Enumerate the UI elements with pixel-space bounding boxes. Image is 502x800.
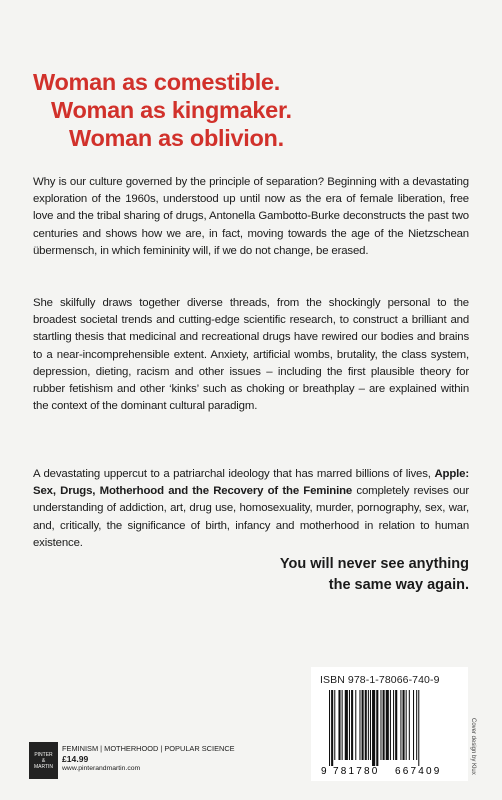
cover-credit: Cover design by Klux (470, 718, 476, 775)
blurb-paragraph-3-intro: A devastating uppercut to a patriarchal ideology that has marred billions of lives, (33, 468, 435, 480)
barcode-digits-group-1: 781780 (333, 766, 380, 776)
headline-line-1: Woman as comestible. (33, 69, 280, 95)
logo-line-1: PINTER (34, 751, 53, 758)
book-title: Apple: Sex, Drugs, Motherhood and the Recovery of the Feminine (33, 468, 469, 498)
barcode-icon (319, 690, 461, 776)
barcode-digits-group-2: 667409 (395, 766, 442, 776)
publisher-url: www.pinterandmartin.com (62, 765, 141, 772)
headline (33, 68, 473, 152)
barcode-digit-first: 9 (321, 766, 327, 776)
headline-line-3: Woman as oblivion. (69, 125, 284, 151)
blurb-paragraph-2: She skilfully draws together diverse threads, from the shockingly personal to the broadest societal trends and cutting-edge scientific research, to construct a brilliant and startling thesis that medicinal and recreational drugs have rewired our bodies and brains to a near-incomprehensible extent. Anxiety, artificial wombs, brutality, the class system, depression, dieting, racism and other issues – including the first plausible theory for rubber fetishism and other ‘kinks’ such as choking or breathplay – are explained within the context of the dominant cultural paradigm. (33, 297, 469, 413)
blurb-paragraph-3-rest: completely revises our understanding of addiction, art, drug use, homosexuality, murder, pornography, sex, war, and, critically, the significance of birth, infancy and motherhood in relation to human existence. (33, 485, 469, 549)
barcode-box (311, 667, 468, 781)
isbn-label: ISBN 978-1-78066-740-9 (320, 674, 440, 686)
blurb-paragraph-1: Why is our culture governed by the principle of separation? Beginning with a devastating exploration of the 1960s, understood up until now as the era of female liberation, free love and the tribal sharing of drugs, Antonella Gambotto-Burke deconstructs the past two centuries and shows how we are, in fact, moving towards the age of the Nietzschean übermensch, in which femininity will, if we do not change, be erased. (33, 176, 469, 257)
headline-line-2: Woman as kingmaker. (51, 97, 292, 123)
publisher-logo (29, 742, 58, 779)
blurb-paragraph-3 (33, 466, 469, 552)
logo-line-2: & (41, 757, 46, 764)
price: £14.99 (62, 754, 89, 764)
logo-line-3: MARTIN (33, 763, 54, 770)
category-list: FEMINISM | MOTHERHOOD | POPULAR SCIENCE (62, 744, 235, 753)
tagline-line-1: You will never see anything (279, 556, 469, 572)
tagline-line-2: the same way again. (328, 577, 469, 593)
imprint-info (62, 744, 235, 774)
tagline (169, 554, 469, 596)
